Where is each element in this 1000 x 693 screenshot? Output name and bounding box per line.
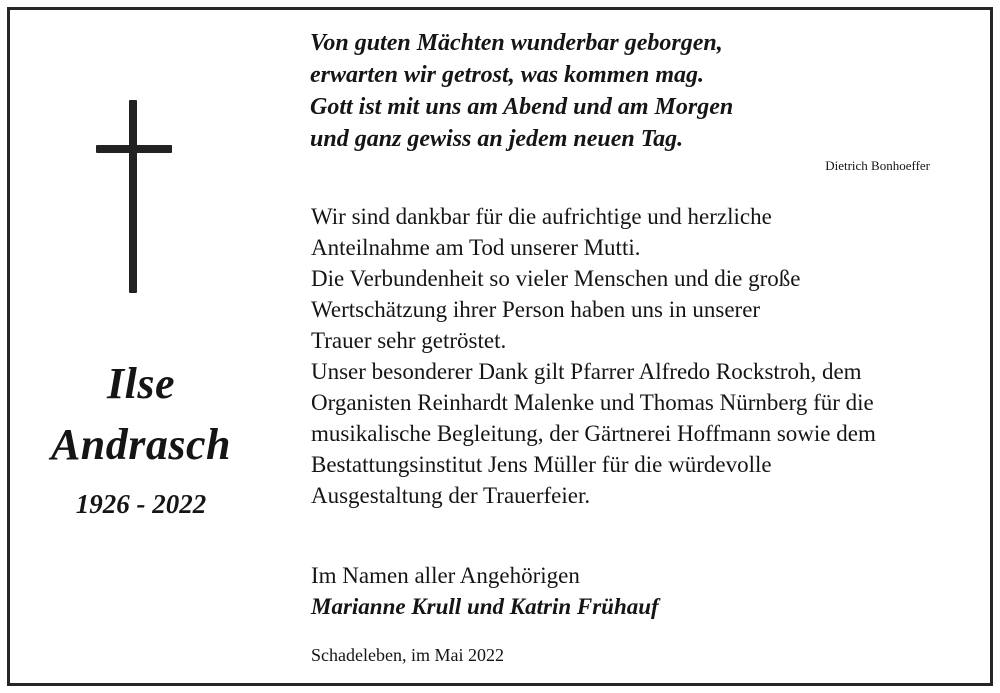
message-line: Die Verbundenheit so vieler Menschen und die große [311, 266, 801, 291]
place-date: Schadeleben, im Mai 2022 [311, 645, 504, 665]
quote-block [310, 27, 910, 155]
message-line: Anteilnahme am Tod unserer Mutti. [311, 235, 641, 260]
message-line: Unser besonderer Dank gilt Pfarrer Alfredo Rockstroh, dem [311, 359, 862, 384]
quote-line: und ganz gewiss an jedem neuen Tag. [310, 126, 684, 152]
quote-author: Dietrich Bonhoeffer [825, 158, 930, 173]
message-line: Ausgestaltung der Trauerfeier. [311, 483, 591, 508]
deceased-last-name: Andrasch [50, 420, 232, 469]
message-line: Trauer sehr getröstet. [311, 328, 507, 353]
message-line: musikalische Begleitung, der Gärtnerei Hoffmann sowie dem [311, 421, 876, 446]
message-line: Bestattungsinstitut Jens Müller für die würdevolle [311, 452, 772, 477]
thank-you-message [311, 201, 981, 511]
signoff-block [311, 560, 911, 622]
cross-icon [96, 100, 172, 293]
message-line: Wir sind dankbar für die aufrichtige und herzliche [311, 204, 772, 229]
quote-line: Gott ist mit uns am Abend und am Morgen [310, 94, 734, 120]
deceased-name-block [20, 358, 262, 520]
quote-line: Von guten Mächten wunderbar geborgen, [310, 30, 723, 56]
message-line: Organisten Reinhardt Malenke und Thomas Nürnberg für die [311, 390, 874, 415]
message-line: Wertschätzung ihrer Person haben uns in unserer [311, 297, 761, 322]
cross-horizontal-beam [96, 145, 172, 153]
signoff-names: Marianne Krull und Katrin Frühauf [311, 594, 659, 619]
signoff-intro: Im Namen aller Angehörigen [311, 563, 580, 588]
cross-vertical-beam [129, 100, 137, 293]
quote-line: erwarten wir getrost, was kommen mag. [310, 62, 705, 88]
deceased-first-name: Ilse [107, 359, 175, 408]
life-years: 1926 - 2022 [75, 489, 207, 519]
